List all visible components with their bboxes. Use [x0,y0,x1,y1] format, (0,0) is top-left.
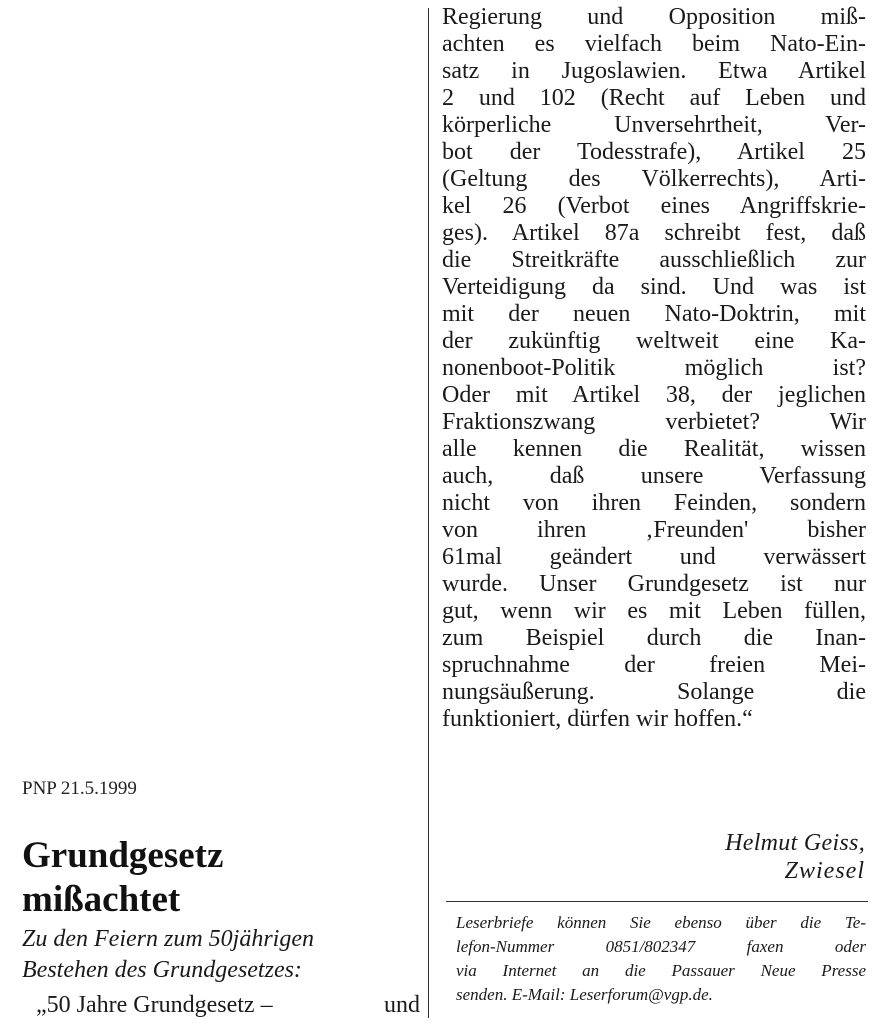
body-text-line: die Streitkräfte ausschließlich zur [442,247,866,273]
body-text-line: auch, daß unsere Verfassung [442,463,866,489]
body-text-line: 61mal geändert und verwässert [442,544,866,570]
body-text-line: bot der Todesstrafe), Artikel 25 [442,139,866,165]
body-text-line: (Geltung des Völkerrechts), Arti- [442,166,866,192]
headline-line-1: Grundgesetz [22,835,224,876]
notice-text-line: via Internet an die Passauer Neue Presse [456,961,866,980]
body-text-line: spruchnahme der freien Mei- [442,652,866,678]
headline-line-2: mißachtet [22,879,181,920]
source-date-label: PNP 21.5.1999 [22,778,137,799]
notice-text-line: lefon-Nummer 0851/802347 faxen oder [456,937,866,956]
reader-letter-notice [456,911,866,1007]
body-text-line: körperliche Unversehrtheit, Ver- [442,112,866,138]
body-text-line: mit der neuen Nato-Doktrin, mit [442,301,866,327]
body-text-line: alle kennen die Realität, wissen [442,436,866,462]
body-text-line: nicht von ihren Feinden, sondern [442,490,866,516]
footer-divider [446,901,868,902]
body-text-line: Verteidigung da sind. Und was ist [442,274,866,300]
author-city: Zwiesel [784,858,865,884]
body-text-line: nungsäußerung. Solange die [442,679,866,705]
article-subheadline [22,924,422,986]
body-text-line: kel 26 (Verbot eines Angriffskrie- [442,193,866,219]
subhead-line-2: Bestehen des Grundgesetzes: [22,957,302,983]
body-text-line: nonenboot-Politik möglich ist? [442,355,866,381]
body-text-line: 2 und 102 (Recht auf Leben und [442,85,866,111]
body-text-line: achten es vielfach beim Nato-Ein- [442,31,866,57]
column-divider [428,8,429,1018]
body-text-line: von ihren ‚Freunden' bisher [442,517,866,543]
body-text-line: der zukünftig weltweit eine Ka- [442,328,866,354]
author-name: Helmut Geiss, [725,830,865,856]
body-text-line: gut, wenn wir es mit Leben füllen, [442,598,866,624]
lead-text-left: „50 Jahre Grundgesetz – [36,992,273,1018]
body-text-line: ges). Artikel 87a schreibt fest, daß [442,220,866,246]
article-lead-line [22,990,420,1021]
body-text-line: Fraktionszwang verbietet? Wir [442,409,866,435]
body-text-line: zum Beispiel durch die Inan- [442,625,866,651]
lead-text-right: und [384,992,420,1018]
body-text-line: Regierung und Opposition miß- [442,4,866,30]
body-text-line: wurde. Unser Grundgesetz ist nur [442,571,866,597]
body-text-line: satz in Jugoslawien. Etwa Artikel [442,58,866,84]
notice-text-line: senden. E-Mail: Leserforum@vgp.de. [456,985,713,1004]
body-text-line: funktioniert, dürfen wir hoffen.“ [442,706,753,732]
notice-text-line: Leserbriefe können Sie ebenso über die Te- [456,913,866,932]
body-text-line: Oder mit Artikel 38, der jeglichen [442,382,866,408]
article-body-column [442,4,866,733]
article-headline [22,834,412,922]
subhead-line-1: Zu den Feiern zum 50jährigen [22,926,314,952]
